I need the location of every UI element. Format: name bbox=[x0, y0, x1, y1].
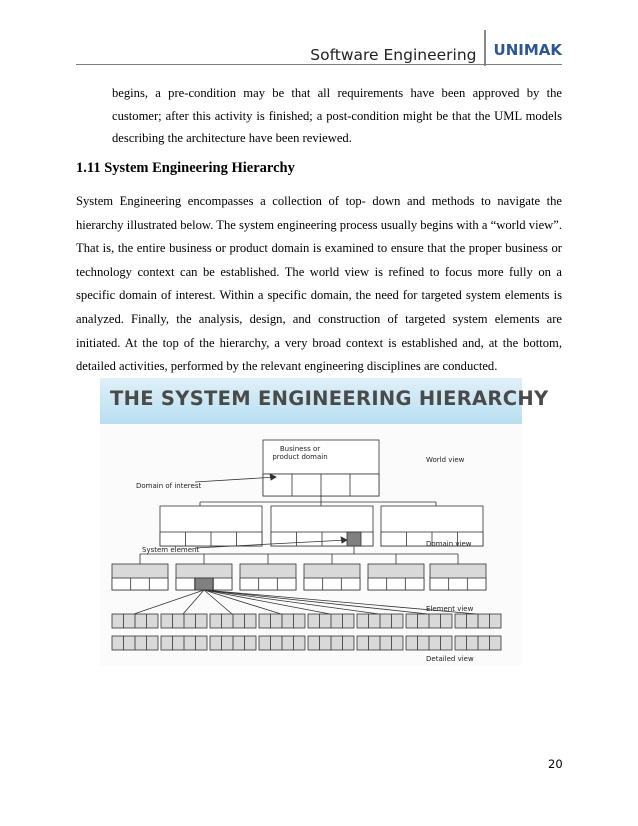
selected-domain-cell bbox=[347, 532, 361, 546]
fan-line bbox=[204, 590, 330, 614]
intro-paragraph: begins, a pre-condition may be that all requirements have been approved by the customer; after this activity is finished; a post-condition might be that the UML models describing the architecture have been reviewed. bbox=[112, 86, 562, 145]
header-brand: UNIMAK bbox=[484, 30, 562, 66]
label-domain-view: Domain view bbox=[426, 540, 472, 548]
hierarchy-figure bbox=[100, 378, 549, 666]
header-rule bbox=[76, 64, 480, 65]
page-number: 20 bbox=[548, 757, 563, 771]
label-element-view: Element view bbox=[426, 605, 474, 613]
root-label-line2: product domain bbox=[272, 453, 328, 461]
element-subrow-4 bbox=[304, 578, 360, 590]
label-system-element: System element bbox=[142, 546, 200, 554]
fan-line bbox=[204, 590, 379, 614]
figure-title: THE SYSTEM ENGINEERING HIERARCHY bbox=[110, 387, 549, 410]
header-rule-right bbox=[480, 64, 562, 65]
section-heading: 1.11 System Engineering Hierarchy bbox=[76, 160, 295, 176]
label-domain-of-interest: Domain of interest bbox=[136, 482, 202, 490]
selected-element-cell bbox=[195, 578, 213, 590]
element-subrow-1 bbox=[112, 578, 168, 590]
hierarchy-diagram bbox=[100, 378, 522, 666]
element-subrow-3 bbox=[240, 578, 296, 590]
label-world-view: World view bbox=[426, 456, 465, 464]
section-body: System Engineering encompasses a collection of top- down and methods to navigate the hierarchy illustrated below. The system engineering process usually begins with a “world view”. That is, the entire business or product domain is examined to ensure that the proper business or technology context can be established. The world view is refined to focus more fully on a specific domain of interest. Within a specific domain, the need for targeted system elements is analyzed. Finally, the analysis, design, and construction of targeted system elements are initiated. At the top of the hierarchy, a very broad context is established and, at the bottom, detailed activities, performed by the relevant engineering disciplines are conducted. bbox=[76, 194, 562, 374]
page-header bbox=[310, 30, 562, 66]
header-title: Software Engineering bbox=[310, 46, 477, 64]
element-subrow-6 bbox=[430, 578, 486, 590]
fan-line bbox=[204, 590, 428, 614]
element-subrow-5 bbox=[368, 578, 424, 590]
root-label-line1: Business or bbox=[279, 445, 321, 453]
label-detailed-view: Detailed view bbox=[426, 655, 474, 663]
